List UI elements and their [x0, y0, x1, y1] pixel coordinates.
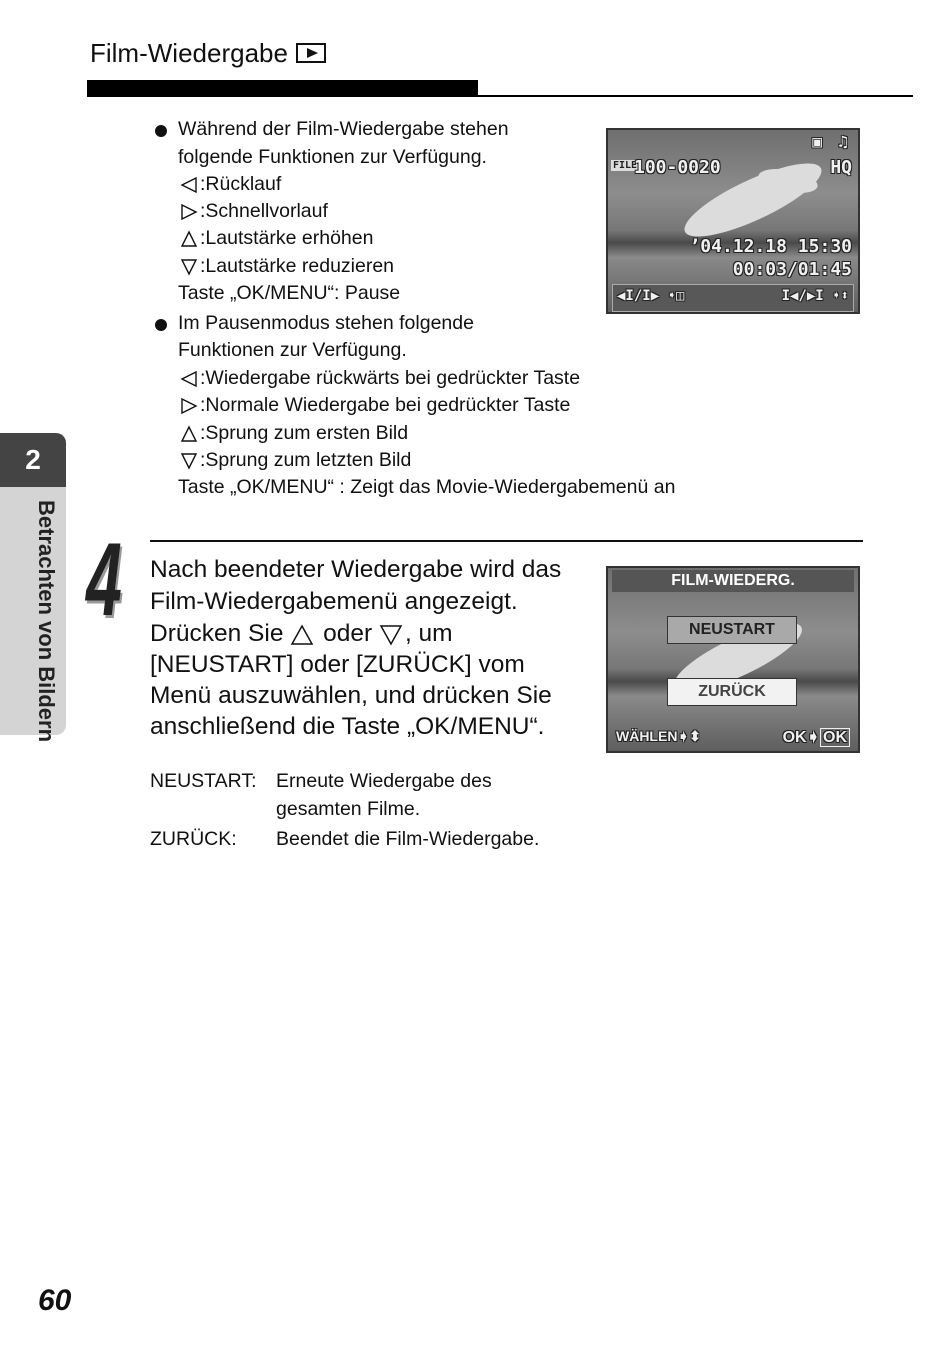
function-text: :Wiedergabe rückwärts bei gedrückter Taste — [200, 367, 581, 389]
function-text: :Rücklauf — [200, 173, 282, 195]
function-text: :Lautstärke reduzieren — [200, 255, 395, 277]
function-row — [180, 227, 373, 250]
zurueck-option: ZURÜCK — [667, 678, 797, 706]
select-hint-text: WÄHLEN — [616, 728, 678, 744]
step-text-line: [NEUSTART] oder [ZURÜCK] vom — [150, 651, 525, 678]
ok-hint-text: OK — [782, 729, 807, 746]
function-text: :Lautstärke erhöhen — [200, 227, 374, 249]
file-number: 100-0020 — [634, 157, 721, 178]
arrow-up-icon — [180, 425, 198, 443]
play-icon — [296, 43, 326, 63]
header-rule — [478, 95, 913, 97]
text-line: Im Pausenmodus stehen folgende — [178, 312, 474, 334]
function-text: :Schnellvorlauf — [200, 200, 328, 222]
arrow-left-icon — [180, 176, 198, 194]
bullet-icon — [155, 125, 167, 137]
definition-term: NEUSTART: — [150, 770, 257, 792]
function-row — [180, 255, 394, 278]
function-row — [180, 367, 580, 390]
movie-icon: ▣ — [812, 132, 822, 151]
menu-title: FILM-WIEDERG. — [612, 570, 854, 592]
page-title-text: Film-Wiedergabe — [90, 38, 288, 68]
header-bar — [87, 80, 478, 97]
step-text-line: anschließend die Taste „OK/MENU“. — [150, 713, 545, 740]
control-bar — [612, 284, 854, 312]
function-text: :Normale Wiedergabe bei gedrückter Taste — [200, 394, 571, 416]
text-line: Funktionen zur Verfügung. — [178, 339, 407, 361]
step-text-line: Nach beendeter Wiedergabe wird das — [150, 556, 562, 583]
neustart-option: NEUSTART — [667, 616, 797, 644]
definition-text: gesamten Filme. — [276, 798, 421, 820]
arrow-down-icon — [379, 624, 403, 646]
step-text-line: Menü auszuwählen, und drücken Sie — [150, 682, 552, 709]
function-row — [180, 200, 328, 223]
movie-menu-screenshot — [606, 566, 860, 753]
page-number: 60 — [38, 1284, 72, 1317]
text-line: Taste „OK/MENU“: Pause — [178, 282, 401, 304]
ok-hint: OK➧ OK — [783, 727, 850, 747]
arrow-down-icon — [180, 258, 198, 276]
skip-icon: I◀/▶I ➧⬍ — [781, 288, 849, 304]
date-time: ’04.12.18 15:30 — [689, 236, 852, 257]
quality-indicator: HQ — [830, 157, 852, 178]
chapter-label: Betrachten von Bildern — [34, 500, 59, 743]
step-text-fragment: oder — [323, 620, 373, 647]
function-row — [180, 422, 408, 445]
arrow-left-icon — [180, 370, 198, 388]
function-row — [180, 449, 411, 472]
text-line: folgende Funktionen zur Verfügung. — [178, 146, 487, 168]
function-row — [180, 394, 570, 417]
text-line: Taste „OK/MENU“ : Zeigt das Movie-Wiedergabemenü an — [178, 476, 676, 498]
step-text-fragment: Drücken Sie — [150, 620, 284, 647]
rewind-forward-icon: ◀I/I▶ ➧◫ — [617, 288, 685, 304]
arrow-down-icon — [180, 452, 198, 470]
chapter-number: 2 — [0, 433, 66, 487]
text-line: Während der Film-Wiedergabe stehen — [178, 118, 509, 140]
arrow-up-icon — [180, 230, 198, 248]
function-text: :Sprung zum ersten Bild — [200, 422, 409, 444]
definition-text: Erneute Wiedergabe des — [276, 770, 492, 792]
select-hint: WÄHLEN➧⬍ — [616, 728, 701, 744]
ok-button-icon: OK — [820, 728, 850, 747]
file-icon: FILE — [613, 160, 638, 171]
function-row — [180, 173, 281, 196]
arrow-up-icon — [290, 624, 314, 646]
page-title — [90, 38, 326, 69]
definition-term: ZURÜCK: — [150, 828, 237, 850]
arrow-right-icon — [180, 203, 198, 221]
sound-icon: ♫ — [838, 132, 848, 151]
step-text-line: Film-Wiedergabemenü angezeigt. — [150, 588, 518, 615]
definition-text: Beendet die Film-Wiedergabe. — [276, 828, 540, 850]
elapsed-time: 00:03/01:45 — [732, 259, 852, 280]
step-rule — [150, 540, 863, 542]
step-text-fragment: , um — [404, 620, 453, 647]
movie-playback-screenshot — [606, 128, 860, 314]
step-text-line — [150, 620, 453, 648]
bullet-icon — [155, 319, 167, 331]
function-text: :Sprung zum letzten Bild — [200, 449, 412, 471]
step-number: 4 — [86, 522, 122, 638]
arrow-right-icon — [180, 397, 198, 415]
